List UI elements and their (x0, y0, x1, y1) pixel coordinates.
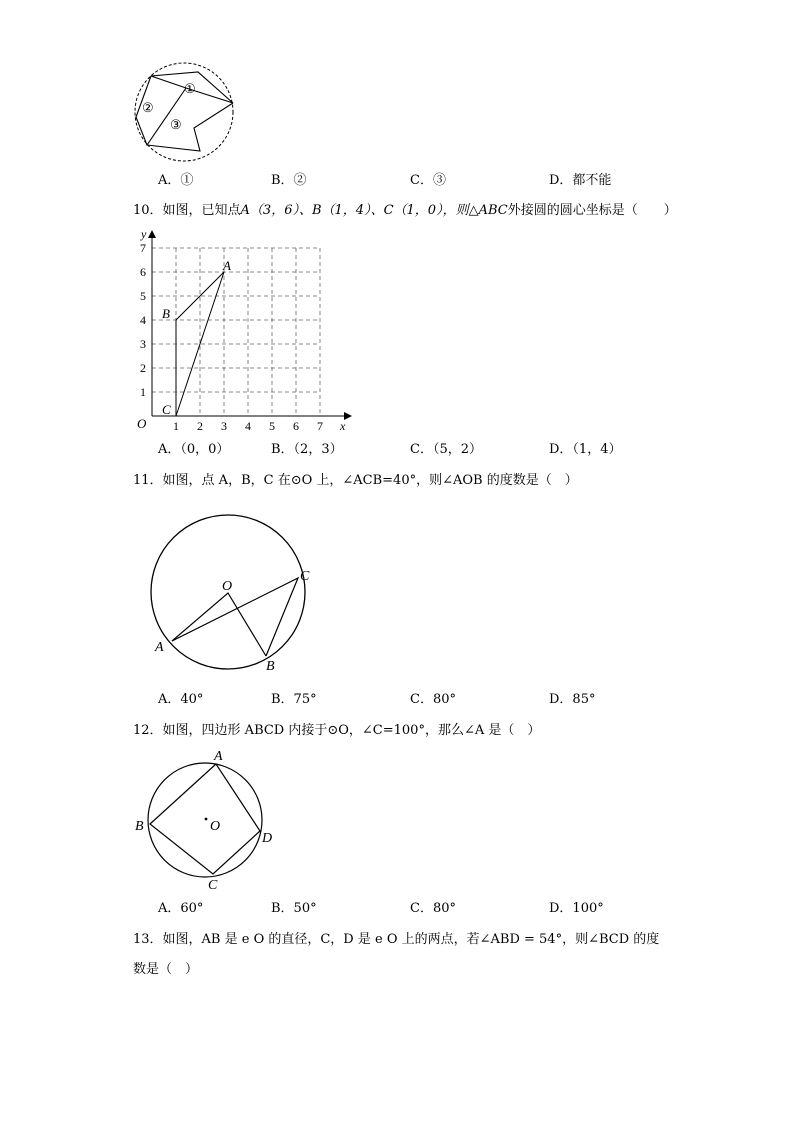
fig9-label-3: ③ (170, 117, 182, 132)
q10-option-a: A．（0，0） (158, 442, 230, 457)
q11-label-c: C (300, 569, 310, 584)
q12-stem: 12．如图，四边形 ABCD 内接于⊙O，∠C=100°，那么∠A 是（ ） (133, 723, 541, 738)
q12-option-a: A．60° (158, 901, 204, 916)
q10-option-c: C．（5，2） (410, 442, 482, 457)
q13-stem-line1: 13．如图，AB 是 e O 的直径，C，D 是 e O 上的两点，若∠ABD = 54°，则∠BCD 的度 (133, 932, 660, 947)
x-tick-3: 3 (221, 419, 227, 432)
fig9-label-1: ① (184, 81, 196, 96)
q9-figure (130, 60, 240, 166)
q10-option-d: D．（1，4） (549, 442, 622, 457)
q11-label-o: O (222, 579, 233, 594)
q13-stem-line2: 数是（ ） (133, 962, 199, 977)
origin-label: O (137, 416, 147, 431)
q11-label-a: A (155, 640, 164, 655)
q11-stem: 11．如图，点 A，B，C 在⊙O 上，∠ACB=40°，则∠AOB 的度数是（ ） (133, 473, 578, 488)
q9-option-a: A．① (158, 173, 194, 188)
q12-option-b: B．50° (271, 901, 317, 916)
q11-label-b: B (266, 659, 275, 674)
q11-circle-figure (140, 502, 325, 684)
y-tick-1: 1 (140, 385, 146, 399)
q12-circle-figure (130, 744, 280, 894)
y-tick-7: 7 (140, 241, 146, 255)
q10-coordinate-graph (132, 226, 354, 432)
q12-label-o: O (210, 819, 221, 834)
q11-option-b: B．75° (271, 692, 317, 707)
x-tick-1: 1 (173, 419, 179, 432)
q12-label-c: C (208, 878, 218, 893)
q11-option-d: D．85° (549, 692, 596, 707)
q12-label-b: B (135, 819, 144, 834)
q9-option-d: D．都不能 (549, 173, 612, 188)
x-tick-4: 4 (245, 419, 251, 432)
x-axis-label: x (340, 419, 346, 432)
x-tick-5: 5 (269, 419, 275, 432)
q10-stem: 10．如图，已知点A（3，6）、B（1，4）、C（1，0），则△ABC外接圆的圆心坐标是（ ） (133, 203, 677, 218)
q12-label-d: D (262, 831, 273, 846)
q9-option-b: B．② (271, 173, 307, 188)
q11-option-a: A．40° (158, 692, 204, 707)
x-tick-7: 7 (317, 419, 323, 432)
x-tick-6: 6 (293, 419, 299, 432)
fig9-label-2: ② (142, 100, 154, 115)
y-tick-5: 5 (140, 289, 146, 303)
y-tick-6: 6 (140, 265, 146, 279)
y-tick-3: 3 (140, 337, 146, 351)
q10-option-b: B．（2，3） (271, 442, 343, 457)
point-b-label: B (162, 306, 170, 321)
point-a-label: A (223, 258, 231, 273)
y-tick-4: 4 (140, 313, 146, 327)
x-tick-2: 2 (197, 419, 203, 432)
y-tick-2: 2 (140, 361, 146, 375)
q12-option-d: D．100° (549, 901, 604, 916)
q12-label-a: A (214, 749, 223, 764)
q9-option-c: C．③ (410, 173, 446, 188)
point-c-label: C (162, 402, 171, 417)
q12-option-c: C．80° (410, 901, 456, 916)
y-axis-label: y (141, 227, 147, 241)
q11-option-c: C．80° (410, 692, 456, 707)
